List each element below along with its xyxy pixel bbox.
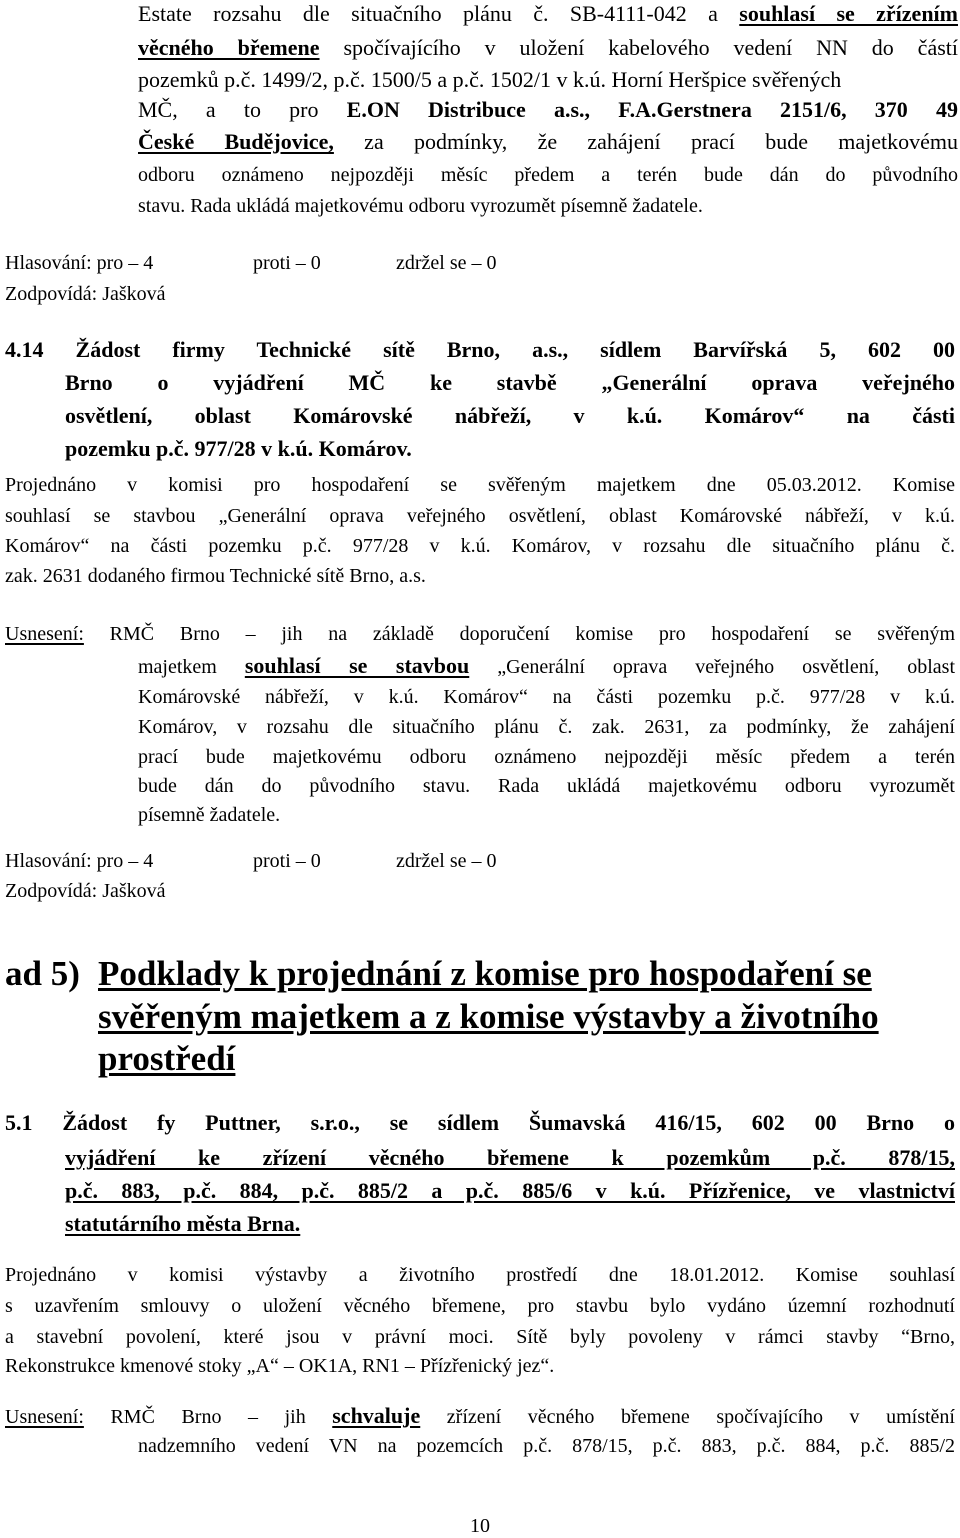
- resolution-label: Usnesení:: [5, 1406, 84, 1428]
- resolution-line: Komárovské nábřeží, v k.ú. Komárov“ na části pozemku p.č. 977/28 v k.ú.: [138, 686, 955, 708]
- text-line: zak. 2631 dodaného firmou Technické sítě Brno, a.s.: [5, 565, 426, 587]
- resolution-line: písemně žadatele.: [138, 804, 281, 826]
- text-line: Projednáno v komisi pro hospodaření se svěřeným majetkem dne 05.03.2012. Komise: [5, 474, 955, 496]
- resolution-line: nadzemního vedení VN na pozemcích p.č. 878/15, p.č. 883, p.č. 884, p.č. 885/2: [138, 1435, 955, 1457]
- item-heading: 4.14 Žádost firmy Technické sítě Brno, a.s., sídlem Barvířská 5, 602 00: [5, 337, 955, 362]
- text-line: souhlasí se stavbou „Generální oprava veřejného osvětlení, oblast Komárovské nábřeží, v k.ú.: [5, 505, 955, 527]
- page-number: 10: [470, 1515, 490, 1537]
- vote-pro: Hlasování: pro – 4: [5, 850, 154, 872]
- text-line: stavu. Rada ukládá majetkovému odboru vyrozumět písemně žadatele.: [138, 195, 703, 217]
- resolution-line: bude dán do původního stavu. Rada ukládá majetkovému odboru vyrozumět: [138, 775, 955, 797]
- vote-abstain: zdržel se – 0: [396, 850, 497, 872]
- responsible-person: Zodpovídá: Jašková: [5, 283, 166, 305]
- item-heading: osvětlení, oblast Komárovské nábřeží, v k.ú. Komárov“ na části: [65, 403, 955, 428]
- resolution-line: majetkem souhlasí se stavbou „Generální oprava veřejného osvětlení, oblast: [138, 653, 956, 678]
- resolution-line: Komárov, v rozsahu dle situačního plánu č. zak. 2631, za podmínky, že zahájení: [138, 716, 955, 738]
- vote-proti: proti – 0: [253, 252, 321, 274]
- responsible-person: Zodpovídá: Jašková: [5, 880, 166, 902]
- text-line: České Budějovice, za podmínky, že zahájení prací bude majetkovému: [138, 129, 958, 154]
- text-line: věcného břemene spočívajícího v uložení kabelového vedení NN do částí: [138, 35, 958, 60]
- text-line: MČ, a to pro E.ON Distribuce a.s., F.A.Gerstnera 2151/6, 370 49: [138, 97, 958, 122]
- section-title: Podklady k projednání z komise pro hospodaření se: [98, 954, 872, 993]
- text-line: pozemků p.č. 1499/2, p.č. 1500/5 a p.č. 1502/1 v k.ú. Horní Heršpice svěřených: [138, 67, 842, 92]
- item-heading: vyjádření ke zřízení věcného břemene k pozemkům p.č. 878/15,: [65, 1145, 955, 1170]
- text-line: a stavební povolení, které jsou v právní moci. Sítě byly povoleny v rámci stavby “Brno,: [5, 1326, 955, 1348]
- vote-proti: proti – 0: [253, 850, 321, 872]
- text-line: Komárov“ na části pozemku p.č. 977/28 v k.ú. Komárov, v rozsahu dle situačního plánu č.: [5, 535, 955, 557]
- text-line: Estate rozsahu dle situačního plánu č. SB-4111-042 a souhlasí se zřízením: [138, 1, 958, 26]
- resolution-line: Usnesení: RMČ Brno – jih na základě doporučení komise pro hospodaření se svěřeným: [5, 623, 955, 645]
- vote-abstain: zdržel se – 0: [396, 252, 497, 274]
- resolution-line: Usnesení: RMČ Brno – jih schvaluje zřízení věcného břemene spočívajícího v umístění: [5, 1403, 955, 1428]
- text-line: odboru oznámeno nejpozději měsíc předem a terén bude dán do původního: [138, 164, 958, 186]
- section-title: prostředí: [98, 1039, 236, 1078]
- item-heading: statutárního města Brna.: [65, 1211, 301, 1236]
- item-heading: Brno o vyjádření MČ ke stavbě „Generální oprava veřejného: [65, 370, 955, 395]
- section-title: svěřeným majetkem a z komise výstavby a životního: [98, 997, 879, 1036]
- section-number: ad 5): [5, 954, 80, 993]
- vote-pro: Hlasování: pro – 4: [5, 252, 154, 274]
- item-heading: p.č. 883, p.č. 884, p.č. 885/2 a p.č. 885/6 v k.ú. Přízřenice, ve vlastnictví: [65, 1178, 955, 1203]
- item-heading: pozemku p.č. 977/28 v k.ú. Komárov.: [65, 436, 412, 461]
- resolution-line: prací bude majetkovému odboru oznámeno nejpozději měsíc předem a terén: [138, 746, 955, 768]
- text-line: Rekonstrukce kmenové stoky „A“ – OK1A, RN1 – Přízřenický jez“.: [5, 1355, 555, 1377]
- item-heading: 5.1 Žádost fy Puttner, s.r.o., se sídlem Šumavská 416/15, 602 00 Brno o: [5, 1110, 955, 1135]
- text-line: s uzavřením smlouvy o uložení věcného břemene, pro stavbu bylo vydáno územní rozhodnutí: [5, 1295, 955, 1317]
- resolution-label: Usnesení:: [5, 623, 84, 645]
- text-line: Projednáno v komisi výstavby a životního prostředí dne 18.01.2012. Komise souhlasí: [5, 1264, 955, 1286]
